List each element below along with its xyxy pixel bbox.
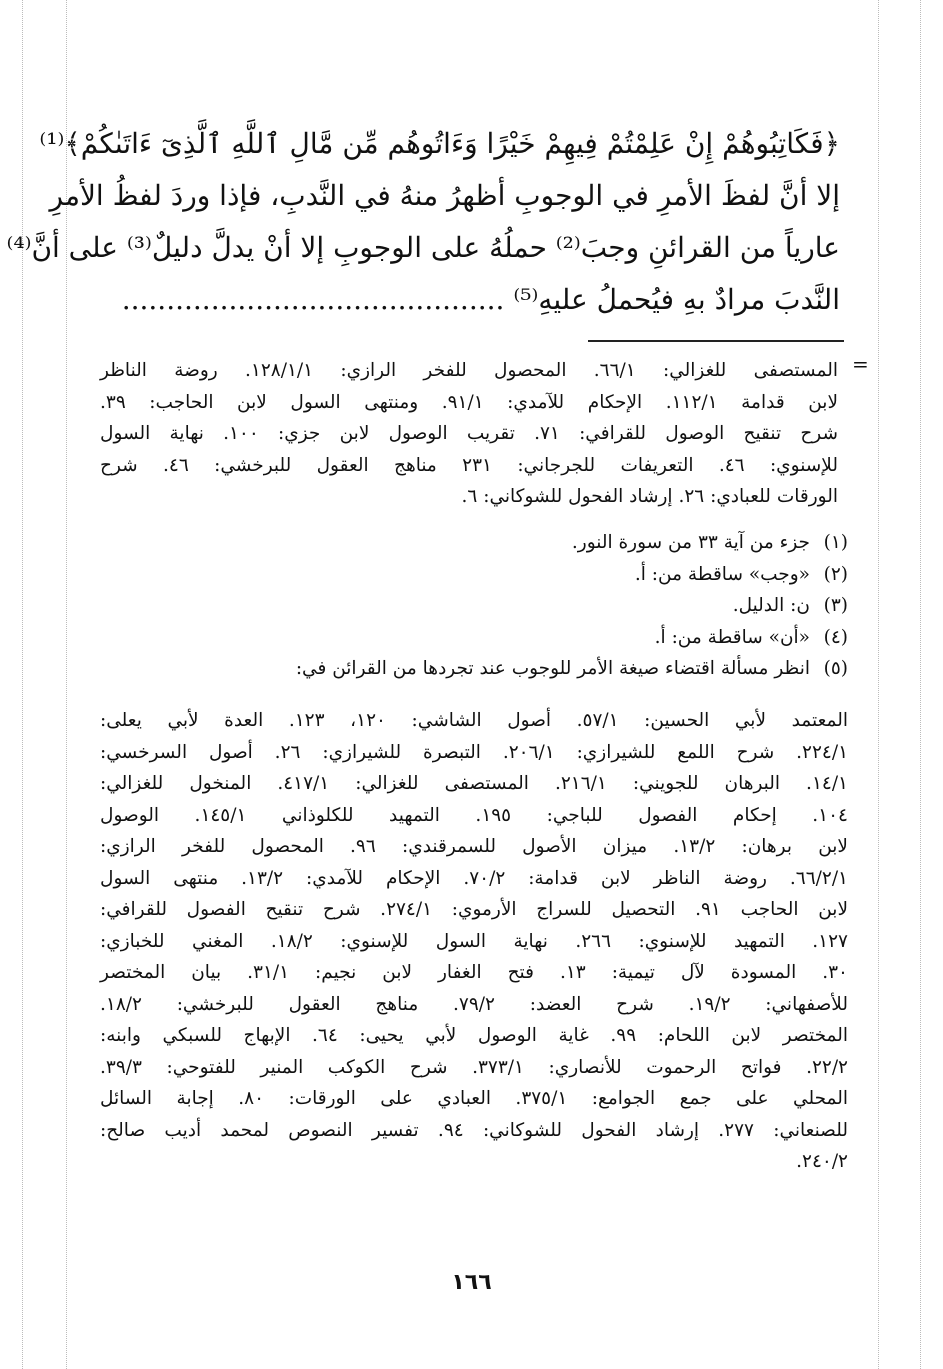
footnote-separator: [588, 340, 844, 342]
footnote-item: [100, 653, 848, 685]
footnote-line: المستصفى للغزالي: ٦٦/١. المحصول للفخر الرازي: ١٢٨/١/١. روضة الناظر: [100, 360, 838, 381]
footnote-text: ن: الدليل.: [732, 595, 810, 616]
footnote-line: للإسنوي: ٤٦. التعريفات للجرجاني: ٢٣١ مناهج العقول للبرخشي: ٤٦. شرح: [100, 454, 838, 476]
footnote-number: (٤): [823, 626, 848, 648]
margin-dotted-line: [920, 0, 921, 1369]
reference-line: ٢٢٤/١. شرح اللمع للشيرازي: ٢٠٦/١. التبصرة للشيرازي: ٢٦. أصول السرخسي:: [100, 741, 849, 763]
footnote-number: (٢): [823, 563, 848, 585]
footnote-number: (٥): [823, 658, 848, 679]
reference-line: لابن الحاجب ٩١. التحصيل للسراج الأرموي: ٢٧٤/١. شرح تنقيح الفصول للقرافي:: [100, 899, 848, 920]
footnote-item: [100, 590, 848, 622]
reference-line: المحلي على جمع الجوامع: ٣٧٥/١. العبادي على الورقات: ٨٠. إجابة السائل: [100, 1088, 849, 1109]
footnote-text: «وجب» ساقطة من: أ.: [634, 563, 810, 585]
footnote-line: الورقات للعبادي: ٢٦. إرشاد الفحول للشوكاني: ٦.: [461, 486, 838, 507]
reference-line: ١٤/١. البرهان للجويني: ٢١٦/١. المستصفى للغزالي: ٤١٧/١. المنخول للغزالي:: [100, 773, 848, 794]
footnote-text: جزء من آية ٣٣ من سورة النور.: [571, 532, 810, 553]
footnote-line: شرح تنقيح الوصول للقرافي: ٧١. تقريب الوصول لابن جزي: ١٠٠. نهاية السول: [100, 423, 838, 444]
footnotes-list: [100, 527, 848, 685]
main-text-line-end: النَّدبَ مرادٌ بهِ فيُحملُ عليهِ⁽⁵⁾: [513, 283, 840, 316]
main-text-line: إلا أنَّ لفظَ الأمرِ في الوجوبِ أظهرُ منهُ في النَّدبِ، فإذا وردَ لفظُ الأمرِ: [49, 179, 840, 212]
footnote-item: [100, 527, 848, 559]
reference-line: للأصفهاني: ١٩/٢. شرح العضد: ٧٩/٢. مناهج العقول للبرخشي: ١٨/٢.: [100, 993, 848, 1015]
continuation-marker: =: [852, 352, 869, 376]
reference-line: المختصر لابن اللحام: ٩٩. غاية الوصول لأبي يحيى: ٦٤. الإبهاج للسبكي وابنه:: [100, 1025, 848, 1046]
footnote-text: «أن» ساقطة من: أ.: [654, 626, 810, 648]
footnote-text: انظر مسألة اقتضاء صيغة الأمر للوجوب عند تجردها من القرائن في:: [295, 658, 810, 679]
main-text: [6, 118, 840, 326]
reference-line: ٣٠. المسودة لآل تيمية: ١٣. فتح الغفار لابن نجيم: ٣١/١. بيان المختصر: [100, 962, 848, 983]
reference-line: ١٢٧. التمهيد للإسنوي: ٢٦٦. نهاية السول للإسنوي: ١٨/٢. المغني للخبازي:: [100, 930, 848, 952]
dot-leader: ...........................................: [121, 283, 505, 316]
main-text-line: عارياً من القرائنِ وجبَ⁽²⁾ حملُهُ على الوجوبِ إلا أنْ يدلَّ دليلٌ⁽³⁾ على أنَّ⁽⁴⁾: [6, 231, 840, 264]
reference-line: ٦٦/٢/١. روضة الناظر لابن قدامة: ٧٠/٢. الإحكام للآمدي: ١٣/٢. منتهى السول: [100, 867, 848, 889]
reference-line: ٢٢/٢. فواتح الرحموت للأنصاري: ٣٧٣/١. شرح الكوكب المنير للفتوحي: ٣٩/٣.: [100, 1056, 848, 1078]
margin-dotted-line: [878, 0, 879, 1369]
page-number: ١٦٦: [451, 1270, 492, 1295]
footnote-line: لابن قدامة ١١٢/١. الإحكام للآمدي: ٩١/١. ومنتهى السول لابن الحاجب: ٣٩.: [100, 391, 838, 413]
reference-line: المعتمد لأبي الحسين: ٥٧/١. أصول الشاشي: ١٢٠، ١٢٣. العدة لأبي يعلى:: [100, 710, 848, 731]
reference-line: لابن برهان: ١٣/٢. ميزان الأصول للسمرقندي: ٩٦. المحصول للفخر الرازي:: [100, 836, 848, 857]
footnote-number: (١): [823, 532, 848, 553]
quran-verse-line: ﴿فَكَاتِبُوهُمْ إِنْ عَلِمْتُمْ فِيهِمْ خَيْرًا وَءَاتُوهُم مِّن مَّالِ ٱللَّهِ ٱلَّذِىٓ ءَاتَىٰكُمْ﴾⁽¹⁾: [39, 127, 840, 160]
footnote-item: [100, 559, 848, 591]
footnote-continuation: [100, 355, 838, 513]
references-list: [100, 705, 848, 1178]
reference-line: للصنعاني: ٢٧٧. إرشاد الفحول للشوكاني: ٩٤. تفسير النصوص لمحمد أديب صالح:: [100, 1119, 848, 1141]
reference-line: ٢٤٠/٢.: [796, 1151, 848, 1172]
footnote-item: [100, 622, 848, 654]
margin-dotted-line: [22, 0, 23, 1369]
footnote-number: (٣): [823, 595, 848, 616]
main-text-line: [100, 274, 840, 326]
reference-line: ١٠٤. إحكام الفصول للباجي: ١٩٥. التمهيد للكلوذاني ١٤٥/١. الوصول: [100, 804, 848, 826]
